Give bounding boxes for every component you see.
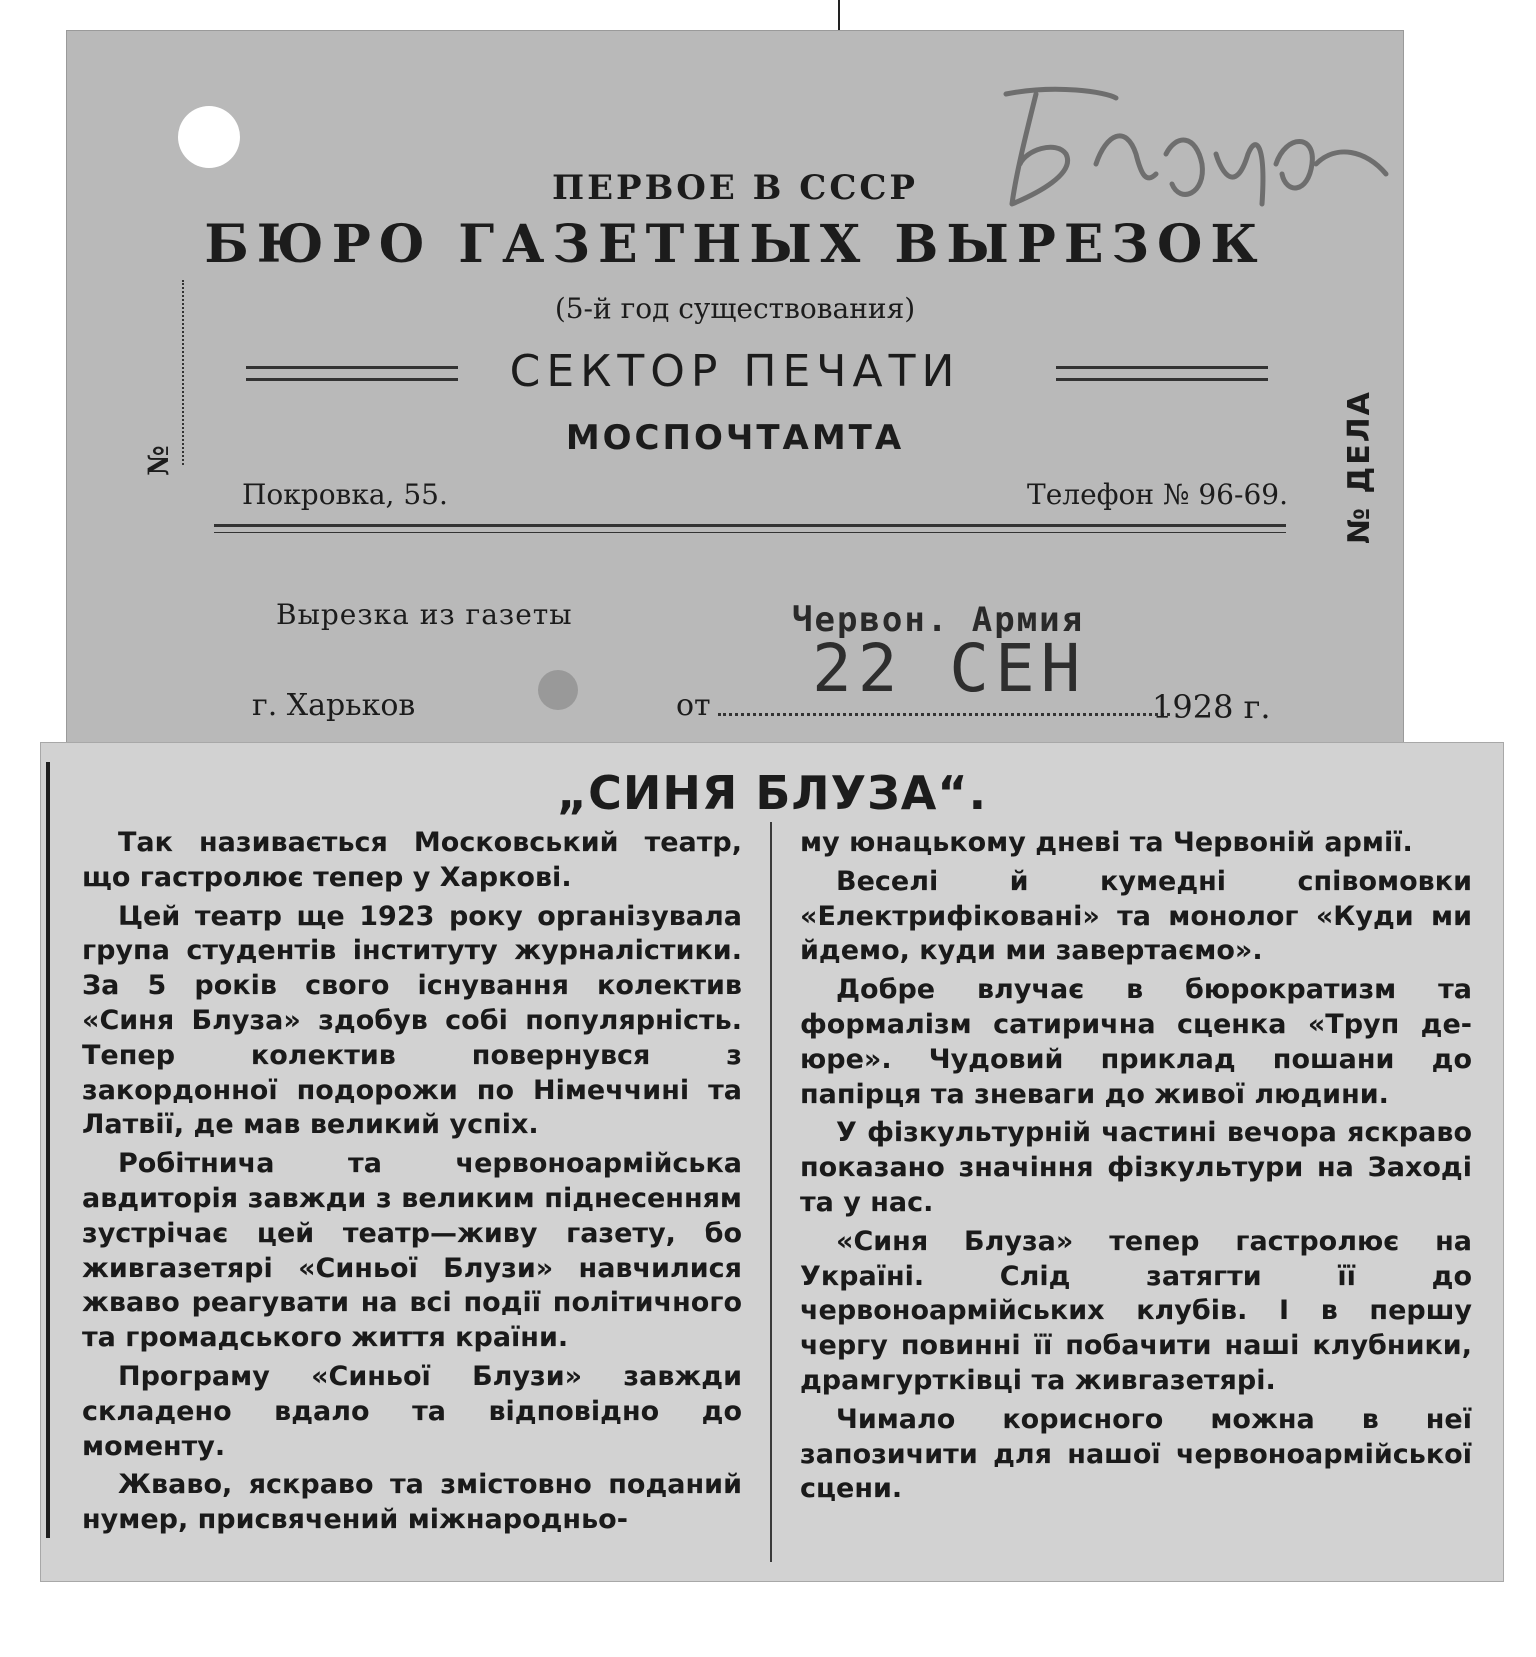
date-label: от	[676, 688, 711, 723]
date-stamp: 22 СЕН	[812, 630, 1087, 707]
number-dotted-line	[182, 280, 184, 465]
column-divider	[770, 822, 772, 1562]
number-label: №	[142, 445, 175, 476]
article-column-left	[82, 826, 742, 1538]
decorative-rule-right	[1056, 366, 1268, 381]
date-dotted-line	[718, 713, 1170, 716]
article-paragraph: У фізкультурній частині вечора яскраво показано значіння фізкультури на Заході та у нас.	[800, 1117, 1472, 1218]
article-paragraph-continuation: му юнацькому дневі та Червоній армії.	[800, 827, 1413, 858]
article-paragraph: Програму «Синьої Блузи» завжди складено вдало та відповідно до моменту.	[82, 1360, 742, 1462]
bureau-title: БЮРО ГАЗЕТНЫХ ВЫРЕЗОК	[204, 214, 1266, 275]
article-paragraph: Добре влучає в бюрократизм та формалізм сатирична сценка «Труп де-юре». Чудовий приклад пошани до папірця та зневаги до живої людини.	[800, 974, 1472, 1110]
sector-title: СЕКТОР ПЕЧАТИ	[509, 346, 961, 397]
year-field: 1928 г.	[1152, 688, 1271, 726]
bureau-phone: Телефон № 96-69.	[1027, 478, 1288, 511]
article-paragraph: Чимало корисного можна в неї запозичити для нашої червоноармійської сцени.	[800, 1403, 1472, 1505]
article-paragraph: Веселі й кумедні співомовки «Електрифіковані» та монолог «Куди ми йдемо, куди ми завертаємо».	[800, 865, 1472, 967]
header-rule	[214, 524, 1286, 533]
bureau-address: Покровка, 55.	[242, 478, 448, 511]
newspaper-clipping	[40, 742, 1504, 1582]
newspaper-name-stamp: Червон. Армия	[792, 600, 1085, 640]
clipping-label: Вырезка из газеты	[276, 598, 573, 631]
article-paragraph: Робітнича та червоноармійська авдиторія завжди з великим піднесенням зустрічає цей театр—живу газету, бо живгазетярі «Синьої Блузи» навчилися жваво реагувати на всі події політичного та громадського життя країни.	[82, 1148, 742, 1354]
punch-hole	[178, 106, 240, 168]
bureau-subtitle: (5-й год существования)	[554, 292, 916, 325]
article-headline: „СИНЯ БЛУЗА“.	[556, 766, 988, 820]
post-office-name: МОСПОЧТАМТА	[565, 418, 905, 458]
case-number-label: № ДЕЛА	[1342, 390, 1377, 544]
margin-line	[838, 0, 840, 34]
article-paragraph: Цей театр ще 1923 року організувала група студентів інституту журналістики. За 5 років свого існування колектив «Синя Блуза» здобув собі популярність. Тепер колектив повернувся з закордонної подорожи по Німеччині та Латвії, де мав великий успіх.	[82, 900, 742, 1141]
bureau-tagline: ПЕРВОЕ В СССР	[551, 168, 919, 208]
clipping-edge	[46, 762, 50, 1538]
article-column-right	[800, 826, 1472, 1507]
article-paragraph: Жваво, яскраво та змістовно поданий нумер, присвячений міжнародньо-	[82, 1469, 742, 1536]
article-paragraph: Так називається Московський театр, що гастролює тепер у Харкові.	[82, 827, 742, 893]
article-paragraph: «Синя Блуза» тепер гастролює на Україні. Слід затягти її до червоноармійських клубів. І в першу чергу повинні її побачити наші клубники, драмгуртківці та живгазетярі.	[800, 1225, 1472, 1396]
city-field: г. Харьков	[252, 688, 416, 723]
clipping-bureau-form	[66, 30, 1404, 770]
ink-blot	[538, 670, 578, 710]
